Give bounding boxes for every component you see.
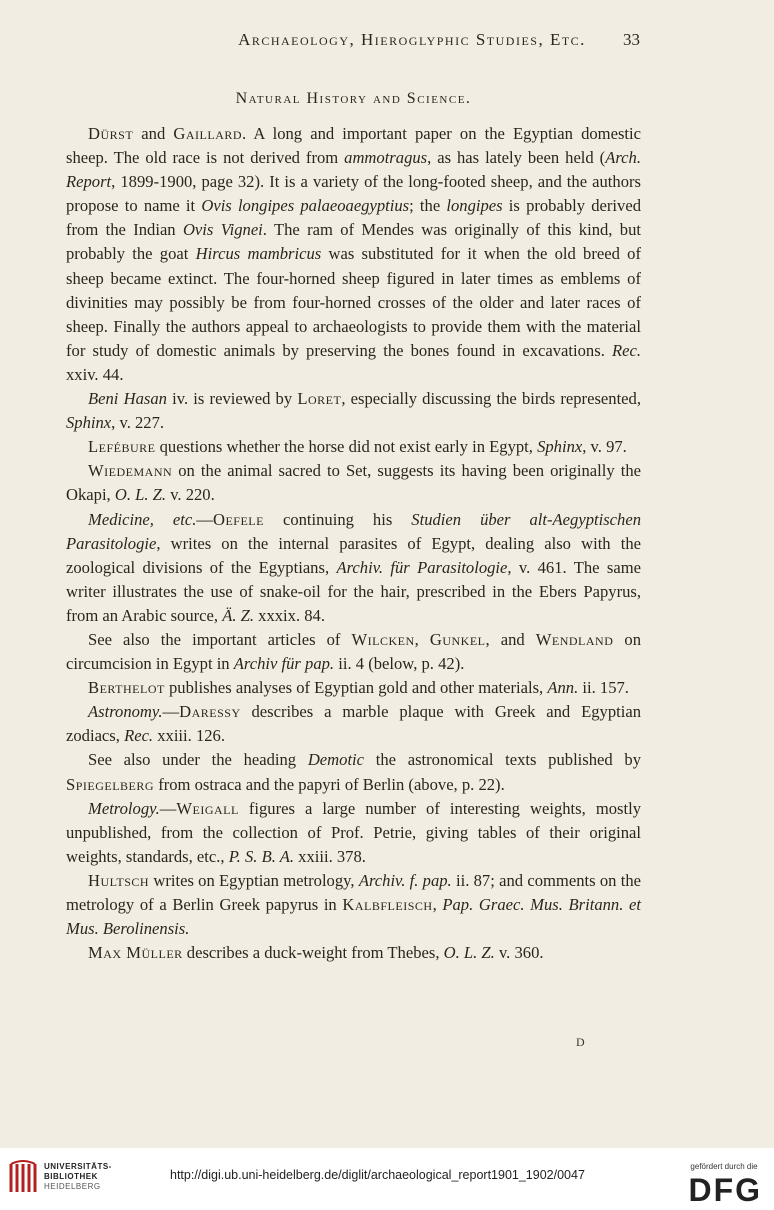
- body-text: [66, 122, 641, 965]
- italic-text: Archiv. f. pap.: [358, 870, 452, 890]
- paragraph: [66, 122, 641, 387]
- text-run: , especially discussing the birds represented,: [341, 389, 641, 409]
- author-name: Max Müller: [88, 943, 183, 963]
- text-run: . The ram of Mendes was originally of this kind, but probably the goat: [66, 220, 641, 264]
- text-run: the astronomical texts published by: [364, 750, 642, 770]
- library-name-line2: BIBLIOTHEK: [44, 1172, 98, 1181]
- text-run: ii. 157.: [578, 678, 629, 698]
- italic-text: Archiv für pap.: [233, 654, 335, 674]
- author-name: Loret: [297, 389, 342, 409]
- text-run: , 1899-1900, page 32). It is a variety of the long-footed sheep, and the authors propose to name it: [66, 172, 641, 216]
- paragraph: [66, 748, 641, 796]
- author-name: Spiegelberg: [66, 774, 155, 794]
- italic-text: Rec.: [611, 340, 641, 360]
- text-run: figures a large number of interesting weights, mostly unpublished, from the collection of Prof. Petrie, giving tables of their original weights, standards, etc.,: [66, 798, 641, 866]
- library-logo-icon: [8, 1160, 38, 1196]
- paragraph: [66, 700, 641, 748]
- text-run: and: [133, 124, 174, 143]
- author-name: Lefébure: [88, 437, 156, 457]
- author-name: Gaillard: [173, 124, 243, 143]
- italic-text: longipes: [446, 196, 503, 216]
- author-name: Dürst: [88, 124, 134, 143]
- text-run: continuing his: [263, 509, 412, 529]
- text-run: , and: [485, 629, 536, 649]
- text-run: , v. 97.: [582, 437, 627, 457]
- italic-text: Ann.: [547, 678, 579, 698]
- funded-by-label: gefördert durch die: [690, 1162, 758, 1171]
- text-run: , v. 227.: [111, 413, 165, 433]
- author-name: Daressy: [179, 702, 241, 722]
- text-run: xxiii. 378.: [294, 846, 366, 866]
- italic-text: P. S. B. A.: [228, 846, 294, 866]
- paragraph: [66, 459, 641, 507]
- text-run: ii. 4 (below, p. 42).: [334, 654, 465, 674]
- text-run: —: [162, 702, 180, 722]
- text-run: questions whether the horse did not exist early in Egypt,: [155, 437, 538, 457]
- italic-text: ammotragus: [344, 148, 428, 168]
- text-run: publishes analyses of Egyptian gold and other materials,: [164, 678, 548, 698]
- text-run: , v. 461. The same writer illustrates the use of snake-oil for the hair, prescribed in the Ebers Papyrus, from an Arabic source,: [66, 557, 641, 625]
- author-name: Weigall: [176, 798, 239, 818]
- italic-text: Astronomy.: [88, 702, 163, 722]
- italic-text: Arch. Report: [66, 148, 641, 192]
- author-name: Wilcken: [351, 629, 415, 649]
- library-name-line3: HEIDELBERG: [44, 1182, 101, 1191]
- italic-text: O. L. Z.: [443, 943, 495, 963]
- text-run: xxiv. 44.: [66, 364, 124, 384]
- italic-text: O. L. Z.: [114, 485, 167, 505]
- italic-text: Pap. Graec. Mus. Britann. et Mus. Berolinensis.: [66, 895, 641, 939]
- page-number: 33: [623, 30, 640, 49]
- author-name: Wendland: [535, 629, 614, 649]
- paragraph: [66, 387, 641, 435]
- text-run: from ostraca and the papyri of Berlin (above, p. 22).: [154, 774, 505, 794]
- italic-text: Sphinx: [66, 413, 112, 433]
- italic-text: Sphinx: [537, 437, 583, 457]
- italic-text: Demotic: [307, 750, 365, 770]
- italic-text: Ovis longipes palaeoaegyptius: [201, 196, 410, 216]
- text-run: xxxix. 84.: [254, 605, 326, 625]
- text-run: , as has lately been held (: [427, 148, 606, 168]
- digitization-footer: [0, 1148, 774, 1210]
- author-name: Gunkel: [429, 629, 486, 649]
- text-run: See also under the heading: [88, 750, 308, 770]
- italic-text: Metrology.: [88, 798, 160, 818]
- paragraph: [66, 628, 641, 676]
- italic-text: Ä. Z.: [222, 605, 255, 625]
- author-name: Kalbfleisch: [342, 895, 433, 914]
- text-run: ,: [432, 895, 443, 914]
- permalink-url[interactable]: http://digi.ub.uni-heidelberg.de/diglit/archaeological_report1901_1902/0047: [170, 1168, 585, 1182]
- library-name: [44, 1162, 112, 1192]
- italic-text: Ovis Vignei: [182, 220, 263, 240]
- dfg-logo: DFG: [688, 1172, 762, 1208]
- text-run: ii. 87; and comments on the metrology of a Berlin Greek papyrus in: [66, 870, 641, 914]
- author-name: Oefele: [212, 509, 264, 529]
- paragraph: [66, 508, 641, 628]
- text-run: describes a duck-weight from Thebes,: [182, 943, 444, 963]
- italic-text: Rec.: [124, 726, 154, 746]
- italic-text: Beni Hasan: [88, 389, 167, 409]
- text-run: —: [159, 798, 177, 818]
- text-run: on the animal sacred to Set, suggests its having been originally the Okapi,: [66, 461, 641, 505]
- text-run: v. 360.: [494, 943, 544, 963]
- italic-text: Archiv. für Parasitologie: [336, 557, 508, 577]
- text-run: v. 220.: [166, 485, 215, 505]
- library-name-line1: UNIVERSITÄTS-: [44, 1162, 112, 1171]
- text-run: xxiii. 126.: [153, 726, 225, 746]
- italic-text: Studien über alt-Aegyptischen Parasitologie: [66, 509, 641, 553]
- paragraph: [66, 676, 641, 700]
- text-run: See also the important articles of: [88, 629, 352, 649]
- text-run: . A long and important paper on the Egyptian domestic sheep. The old race is not derived from: [66, 124, 641, 168]
- text-run: ,: [414, 629, 430, 649]
- text-run: writes on Egyptian metrology,: [149, 870, 359, 890]
- paragraph: [66, 797, 641, 869]
- text-run: , writes on the internal parasites of Egypt, dealing also with the zoological divisions of the Egyptians,: [66, 533, 641, 577]
- italic-text: Hircus mambricus: [195, 244, 322, 264]
- paragraph: [66, 435, 641, 459]
- author-name: Hultsch: [88, 870, 150, 890]
- text-run: on circumcision in Egypt in: [66, 629, 642, 674]
- paragraph: [66, 941, 641, 965]
- paragraph: [66, 869, 641, 941]
- text-run: iv. is reviewed by: [166, 389, 298, 409]
- text-run: —: [196, 509, 213, 529]
- author-name: Wiedemann: [88, 461, 173, 481]
- text-run: ; the: [409, 196, 447, 216]
- text-run: is probably derived from the Indian: [66, 196, 641, 240]
- text-run: describes a marble plaque with Greek and Egyptian zodiacs,: [66, 702, 641, 746]
- author-name: Berthelot: [88, 678, 165, 698]
- text-run: was substituted for it when the old breed of sheep became extinct. The four-horned sheep figured in later times as emblems of divinities may possibly be from four-horned crosses of the older and later races of sheep. Finally the authors appeal to archaeologists to provide them with the material for study of domestic animals by preserving the bones found in excavations.: [66, 244, 642, 360]
- italic-text: Medicine, etc.: [88, 509, 197, 529]
- running-header: Archaeology, Hieroglyphic Studies, Etc.: [238, 30, 586, 49]
- section-title: Natural History and Science.: [235, 90, 472, 107]
- signature-mark: D: [576, 1035, 585, 1049]
